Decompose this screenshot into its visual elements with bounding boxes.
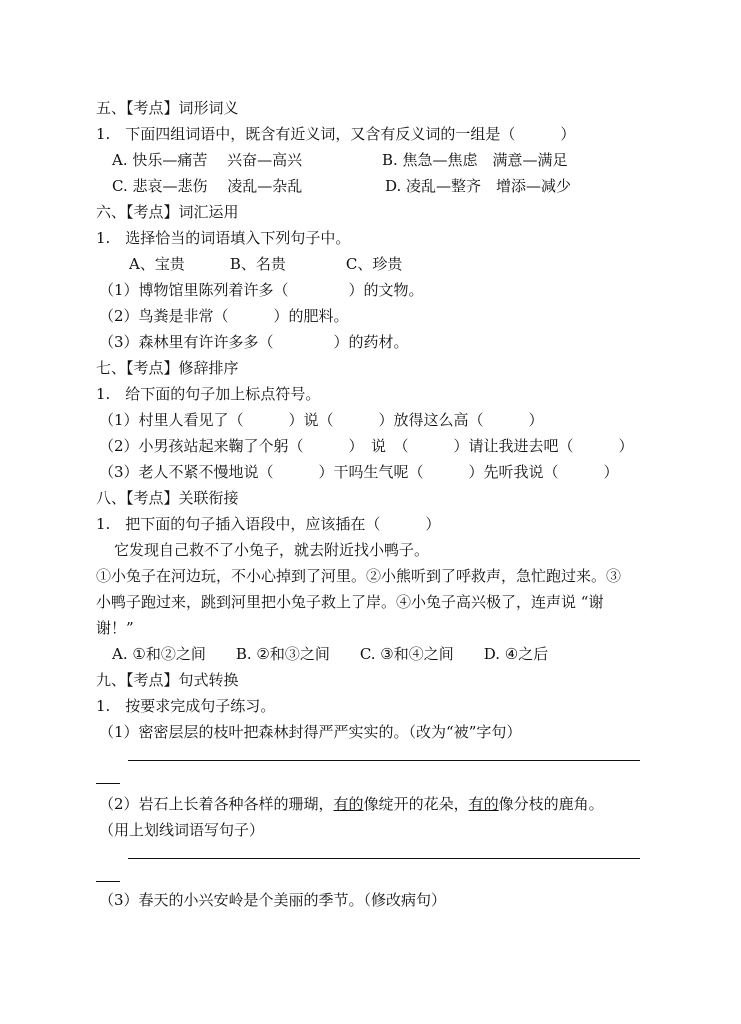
section-5-option-d: D. 凌乱—整齐 增添—减少 [385,177,572,195]
section-7-sentence-2: （2）小男孩站起来鞠了个躬（ ） 说 （ ）请让我进去吧（ ） [99,437,634,455]
section-6-heading: 六、【考点】词汇运用 [96,203,239,221]
section-9-question-1: 1. 按要求完成句子练习。 [96,697,276,715]
section-5-heading: 五、【考点】词形词义 [96,99,239,117]
section-9-sentence-3: （3）春天的小兴安岭是个美丽的季节。（修改病句） [99,891,447,909]
section-8-options: A. ①和②之间 B. ②和③之间 C. ③和④之间 D. ④之后 [112,645,549,663]
answer-line-2[interactable] [128,858,640,859]
section-5-option-a: A. 快乐—痛苦 兴奋—高兴 [112,151,303,169]
section-8-paragraph-line-2: 小鸭子跑过来，跳到河里把小兔子救上了岸。④小兔子高兴极了，连声说 “谢 [96,593,604,611]
section-9-sentence-2 [99,794,604,814]
section-5-question-1: 1. 下面四组词语中，既含有近义词，又含有反义词的一组是（ ） [96,125,576,143]
sentence-2-part-c: 像分枝的鹿角。 [498,795,604,813]
section-9-sentence-1: （1）密密层层的枝叶把森林封得严严实实的。（改为“被”字句） [99,723,522,741]
underlined-word-2: 有的 [468,795,499,813]
section-7-question-1: 1. 给下面的句子加上标点符号。 [96,385,321,403]
sentence-2-part-a: （2）岩石上长着各种各样的珊瑚， [99,795,334,813]
section-6-sentence-1: （1）博物馆里陈列着许多（ ）的文物。 [99,281,424,299]
answer-line-1[interactable] [128,760,640,761]
sentence-2-part-b: 像绽开的花朵， [363,795,469,813]
section-7-sentence-1: （1）村里人看见了（ ）说（ ）放得这么高（ ） [99,411,544,429]
section-8-paragraph-line-3: 谢！” [96,619,134,637]
section-8-paragraph-line-1: ①小兔子在河边玩，不小心掉到了河里。②小熊听到了呼救声，急忙跑过来。③ [96,567,622,585]
section-8-question-1: 1. 把下面的句子插入语段中，应该插在（ ） [96,515,441,533]
answer-line-1-tail [96,783,120,784]
section-7-heading: 七、【考点】修辞排序 [96,359,239,377]
section-5-option-c: C. 悲哀—悲伤 凌乱—杂乱 [112,177,303,195]
section-5-option-b: B. 焦急—焦虑 满意—满足 [382,151,568,169]
answer-line-2-tail [96,881,120,882]
section-6-question-1: 1. 选择恰当的词语填入下列句子中。 [96,229,351,247]
section-9-sentence-2-note: （用上划线词语写句子） [99,821,265,839]
underlined-word-1: 有的 [333,795,364,813]
section-7-sentence-3: （3）老人不紧不慢地说（ ）干吗生气呢（ ）先听我说（ ） [99,463,619,481]
section-6-sentence-3: （3）森林里有许许多多（ ）的药材。 [99,333,409,351]
section-6-word-choices: A、宝贵 B、名贵 C、珍贵 [129,255,403,273]
section-9-heading: 九、【考点】句式转换 [96,671,239,689]
section-8-heading: 八、【考点】关联衔接 [96,489,239,507]
section-6-sentence-2: （2）鸟粪是非常（ ）的肥料。 [99,307,349,325]
section-8-insert-sentence: 它发现自己救不了小兔子，就去附近找小鸭子。 [114,541,430,559]
